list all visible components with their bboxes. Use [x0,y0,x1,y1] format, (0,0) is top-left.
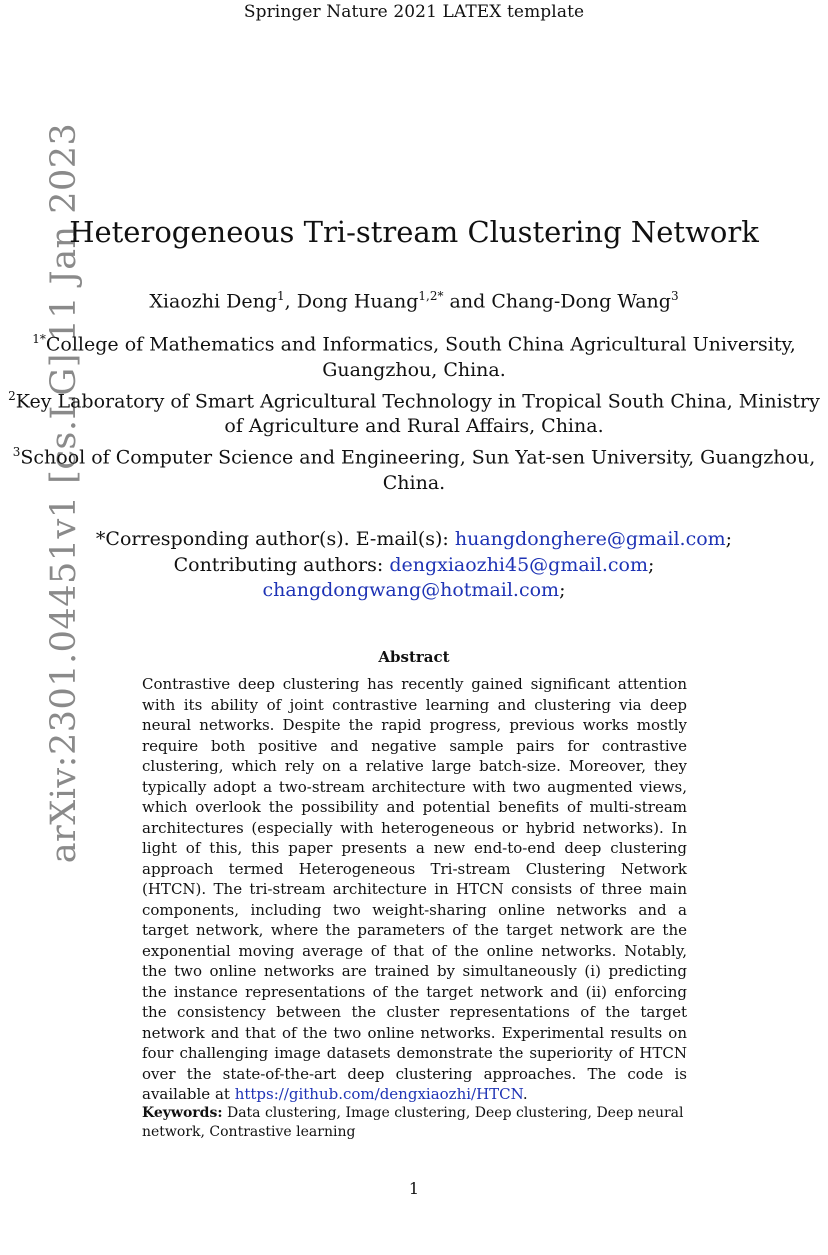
corresponding-line [0,527,828,553]
author-name: Dong Huang [296,290,419,313]
page-number: 1 [408,1179,420,1198]
contributing-line [0,553,828,579]
affiliation-2 [0,384,828,441]
keywords-label: Keywords: [142,1105,223,1121]
contributing-email-link[interactable]: changdongwang@hotmail.com [262,579,560,602]
corresponding-email-link[interactable]: huangdonghere@gmail.com [454,528,726,550]
contributing-label: Contributing authors: [173,553,384,576]
contributing-email-link[interactable]: dengxiaozhi45@gmail.com [389,553,648,576]
keywords [142,1104,687,1142]
email-separator: ; [647,553,655,576]
author-list [0,289,828,312]
affiliation-text: College of Mathematics and Informatics, South China Agricultural University, Guangzhou, China. [45,333,796,381]
running-header: Springer Nature 2021 LATEX template [243,2,585,22]
affiliation-3 [0,440,828,497]
email-separator: ; [725,528,733,550]
affiliation-text: Key Laboratory of Smart Agricultural Technology in Tropical South China, Ministry of Agriculture and Rural Affairs, China. [15,389,820,438]
author-separator: , [284,290,297,313]
keywords-text: Data clustering, Image clustering, Deep clustering, Deep neural network, Contrastive learning [142,1105,684,1140]
affiliation-mark: 3 [12,445,21,460]
paper-title: Heterogeneous Tri-stream Clustering Network [69,215,759,249]
affiliation-mark: 1* [32,332,46,346]
author-name: Xiaozhi Deng [149,290,278,313]
affiliation-text: School of Computer Science and Engineering, Sun Yat-sen University, Guangzhou, China. [20,446,816,494]
corresponding-label: *Corresponding author(s). E-mail(s): [95,528,449,550]
abstract-end-punct: . [522,1085,528,1103]
affiliation-block [0,327,828,497]
author-affiliation-mark: 1,2* [418,289,444,303]
affiliation-mark: 2 [8,388,16,403]
email-separator: ; [559,579,566,602]
author-affiliation-mark: 3 [670,289,679,303]
arxiv-identifier: arXiv:2301.04451v1 [cs.LG] 11 Jan 2023 [44,122,84,864]
author-separator: and [443,290,492,313]
abstract-body [142,674,687,1105]
author-affiliation-mark: 1 [277,289,285,303]
abstract-heading: Abstract [378,648,450,666]
code-url-link[interactable]: https://github.com/dengxiaozhi/HTCN [234,1085,523,1103]
abstract-text: Contrastive deep clustering has recently gained significant attention with its ability of joint contrastive learning and clustering via deep neural networks. Despite the rapid progress, previous works mostly require both positive and negative sample pairs for contrastive clustering, which rely on a relative large batch-size. Moreover, they typically adopt a two-stream architecture with two augmented views, which overlook the possibility and potential benefits of multi-stream architectures (especially with heterogeneous or hybrid networks). In light of this, this paper presents a new end-to-end deep clustering approach termed Heterogeneous Tri-stream Clustering Network (HTCN). The tri-stream architecture in HTCN consists of three main components, including two weight-sharing online networks and a target network, where the parameters of the target network are the exponential moving average of that of the online networks. Notably, the two online networks are trained by simultaneously (i) predicting the instance representations of the target network and (ii) enforcing the consistency between the cluster representations of the target network and that of the two online networks. Experimental results on four challenging image datasets demonstrate the superiority of HTCN over the state-of-the-art deep clustering approaches. The code is available at [142,675,687,1103]
contact-block [0,527,828,604]
affiliation-1 [0,327,828,384]
contributing-line-2 [0,578,828,604]
author-name: Chang-Dong Wang [491,290,671,313]
